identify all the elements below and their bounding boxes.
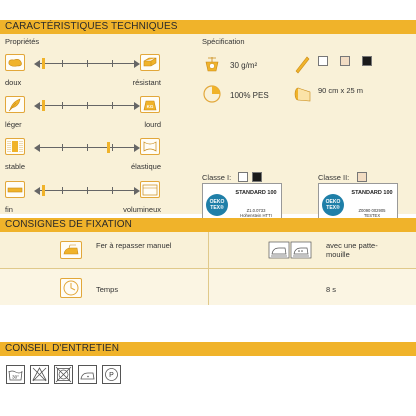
scale-weight-icon [202,54,222,74]
class-2-label: Classe II: [318,173,350,182]
dry-clean-p-icon [102,365,121,384]
time-value: 8 s [326,285,337,294]
oeko-code: Z1.0.0733 [246,208,266,213]
scale-light-heavy [37,101,137,111]
dry-clean-letter: P [109,372,114,379]
scale-marker [42,100,45,111]
label-resistant: résistant [132,78,161,87]
elastic-fabric-icon [140,138,160,155]
class-1-swatch-white [238,172,248,182]
soft-pillow-icon [5,54,25,71]
label-soft: doux [5,78,22,87]
oeko-code: Z0090 002905 [358,208,386,213]
weight-kg-icon [140,96,160,113]
material-circle-icon [202,84,222,104]
oeko-standard: STANDARD 100 [351,190,393,196]
scale-soft-resistant [37,59,137,69]
label-voluminous: volumineux [123,205,161,214]
wash-temp: 30° [12,374,19,380]
color-swatch-beige [340,56,350,66]
oeko-institute: Hohenstein HTTI [240,213,272,218]
time-label: Temps [96,285,119,294]
oeko-standard: STANDARD 100 [235,190,277,196]
iron-icon [60,241,82,259]
spec-size: 90 cm x 25 m [318,86,364,95]
hard-block-icon [140,54,160,71]
label-elastic: élastique [130,162,161,171]
color-swatch-white [318,56,328,66]
label-thin: fin [5,205,13,214]
spec-material: 100% PES [230,91,269,100]
section-header-care: CONSEIL D'ENTRETIEN [0,342,416,356]
scale-marker [42,58,45,69]
color-swatch-black [362,56,372,66]
spec-weight: 30 g/m² [230,61,258,70]
class-1-label: Classe I: [202,173,232,182]
thin-fabric-icon [5,181,25,198]
kg-text: KG [146,104,154,109]
iron-label: Fer à repasser manuel [96,241,172,250]
damp-cloth-iron-icon [268,241,312,259]
stable-fabric-icon [5,138,25,155]
iron-low-icon [78,365,97,384]
label-heavy: lourd [144,120,161,129]
no-tumble-dry-icon [54,365,73,384]
no-bleach-icon [30,365,49,384]
oeko-tex-logo: OEKO TEX® [322,194,344,216]
scale-stable-elastic [37,143,137,153]
section-header-technical: CARACTÉRISTIQUES TECHNIQUES [0,20,416,34]
scale-thin-voluminous [37,186,137,196]
label-stable: stable [5,162,26,171]
class-2-swatch-beige [357,172,367,182]
oeko-tex-logo: OEKO TEX® [206,194,228,216]
voluminous-fabric-icon [140,181,160,198]
damp-cloth-label: avec une patte-mouille [326,241,378,259]
class-1-swatch-black [252,172,262,182]
roll-icon [292,84,314,104]
scale-marker [107,142,110,153]
section-header-fixation: CONSIGNES DE FIXATION [0,218,416,232]
label-light: léger [5,120,22,129]
specification-heading: Spécification [202,37,245,46]
feather-icon [5,96,25,113]
oeko-institute: TESTEX [363,213,381,218]
properties-heading: Propriétés [5,37,40,46]
scale-marker [42,185,45,196]
pencil-icon [292,54,312,74]
wash-30-icon [6,365,25,384]
clock-icon [60,278,82,298]
